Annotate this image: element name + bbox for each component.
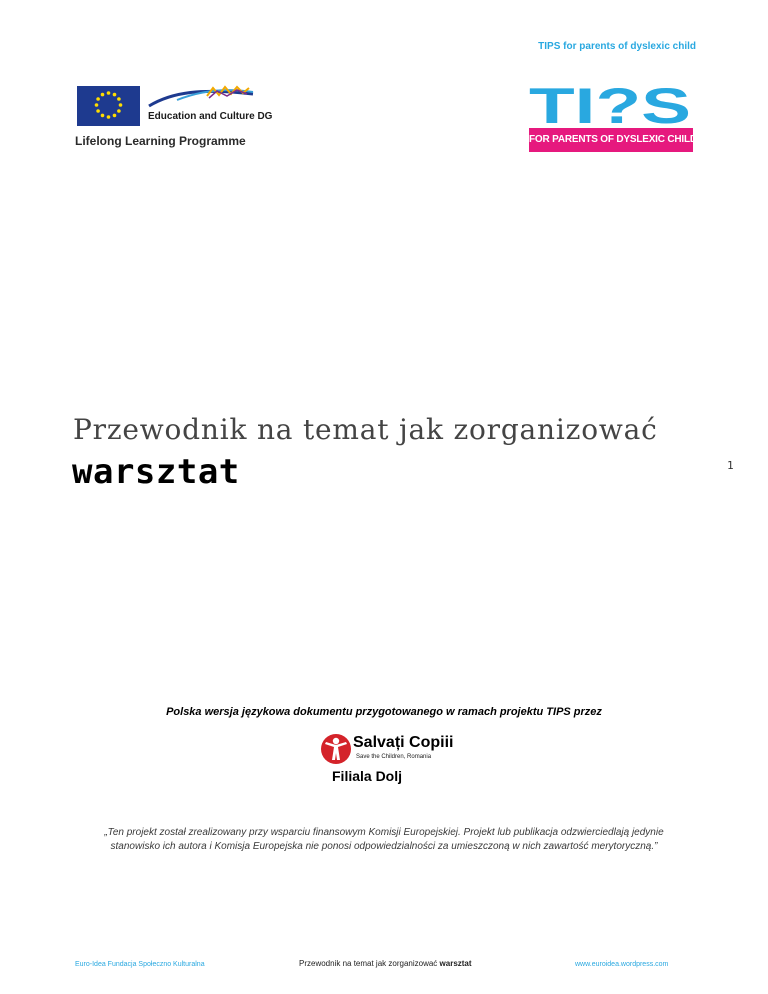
footer-title-text: Przewodnik na temat jak zorganizować [299,959,438,968]
eu-lifelong-learning-logo [75,84,273,150]
page-number: 1 [727,459,734,472]
footer-title-bold: warsztat [439,959,472,968]
eu-disclaimer: „Ten projekt został zrealizowany przy wsparciu finansowym Komisji Europejskiej. Projekt lub publikacja odzwierciedlają jedynie stanowisko ich autora i Komisja Europejska nie ponosi odpowiedzialności za umieszczoną w nich zawartość merytoryczną.” [104,827,664,852]
document-title-emphasis: warsztat [72,452,240,492]
tips-band-text: FOR PARENTS OF DYSLEXIC CHILD [529,128,693,152]
footer-organization: Euro-Idea Fundacja Społeczno Kulturalna [75,961,205,968]
version-note: Polska wersja językowa dokumentu przygotowanego w ramach projektu TIPS przez [166,706,602,718]
partner-name: Salvați Copiii [353,734,454,751]
header-tagline: TIPS for parents of dyslexic child [538,41,696,52]
salvati-copiii-logo [320,732,480,788]
eu-flag-icon [77,86,140,126]
partner-subtitle: Save the Children, Romania [356,754,432,760]
education-culture-swoosh-icon [147,84,255,114]
eu-programme-text: Lifelong Learning Programme [75,134,246,148]
document-title: Przewodnik na temat jak zorganizować [73,413,658,446]
footer-document-title [299,959,472,968]
tips-logo [529,83,697,152]
save-the-children-emblem-icon [320,733,352,765]
tips-wordmark [529,83,693,127]
tips-wordmark-text: TI?S [529,83,691,127]
footer-website-link[interactable]: www.euroidea.wordpress.com [575,961,669,968]
partner-branch: Filiala Dolj [332,768,403,784]
eu-dg-text: Education and Culture DG [148,111,273,122]
